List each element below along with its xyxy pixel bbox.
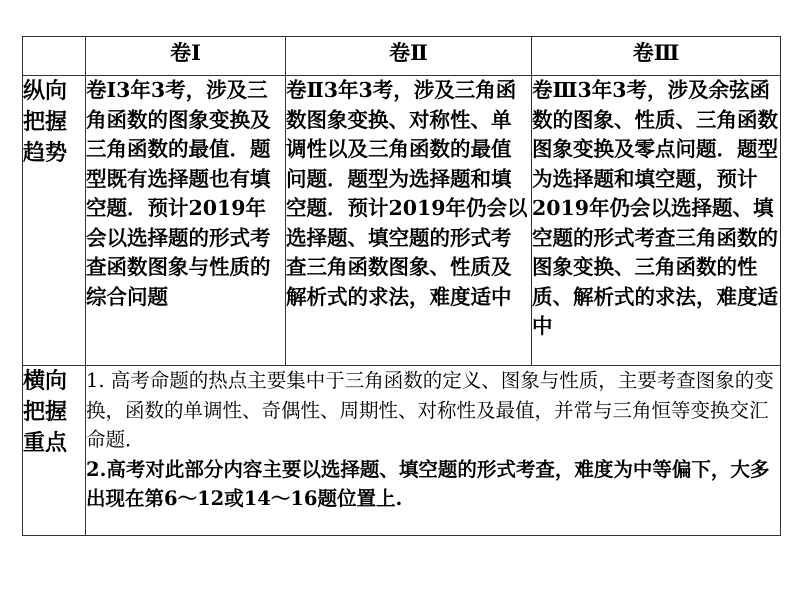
focus-point-2: 2.高考对此部分内容主要以选择题、填空题的形式考查，难度为中等偏下，大多出现在第6～12或14～16题位置上. (86, 457, 770, 510)
trend-paper-3-text: 卷Ⅲ3年3考，涉及余弦函数的图象、性质、三角函数图象变换及零点问题．题型为选择题和填空题，预计2019年仍会以选择题、填空题的形式考查三角函数的图象变换、三角函数的性质、解析式的求法，难度适中 (532, 76, 781, 366)
trend-row (23, 76, 781, 366)
analysis-table (22, 36, 781, 536)
trend-label-line-1: 纵向 (23, 78, 68, 104)
focus-label-line-3: 重点 (23, 430, 68, 456)
header-row (23, 37, 781, 76)
header-paper-1: 卷Ⅰ (86, 37, 286, 76)
focus-point-1: 1. 高考命题的热点主要集中于三角函数的定义、图象与性质，主要考查图象的变换，函数的单调性、奇偶性、周期性、对称性及最值，并常与三角恒等变换交汇命题． (86, 369, 774, 451)
trend-label-line-2: 把握 (23, 109, 68, 135)
trend-label-line-3: 趋势 (23, 140, 68, 166)
header-paper-3: 卷Ⅲ (532, 37, 781, 76)
focus-content (86, 366, 781, 536)
trend-row-label (23, 76, 86, 366)
focus-label-line-2: 把握 (23, 399, 68, 425)
trend-paper-2-text: 卷Ⅱ3年3考，涉及三角函数图象变换、对称性、单调性以及三角函数的最值问题．题型为选择题和填空题．预计2019年仍会以选择题、填空题的形式考查三角函数图象、性质及解析式的求法，难度适中 (286, 76, 532, 366)
focus-label-line-1: 横向 (23, 368, 68, 394)
header-paper-2: 卷Ⅱ (286, 37, 532, 76)
focus-row (23, 366, 781, 536)
trend-paper-1-text: 卷Ⅰ3年3考，涉及三角函数的图象变换及三角函数的最值．题型既有选择题也有填空题．预计2019年会以选择题的形式考查函数图象与性质的综合问题 (86, 76, 286, 366)
focus-row-label (23, 366, 86, 536)
header-blank-cell (23, 37, 86, 76)
